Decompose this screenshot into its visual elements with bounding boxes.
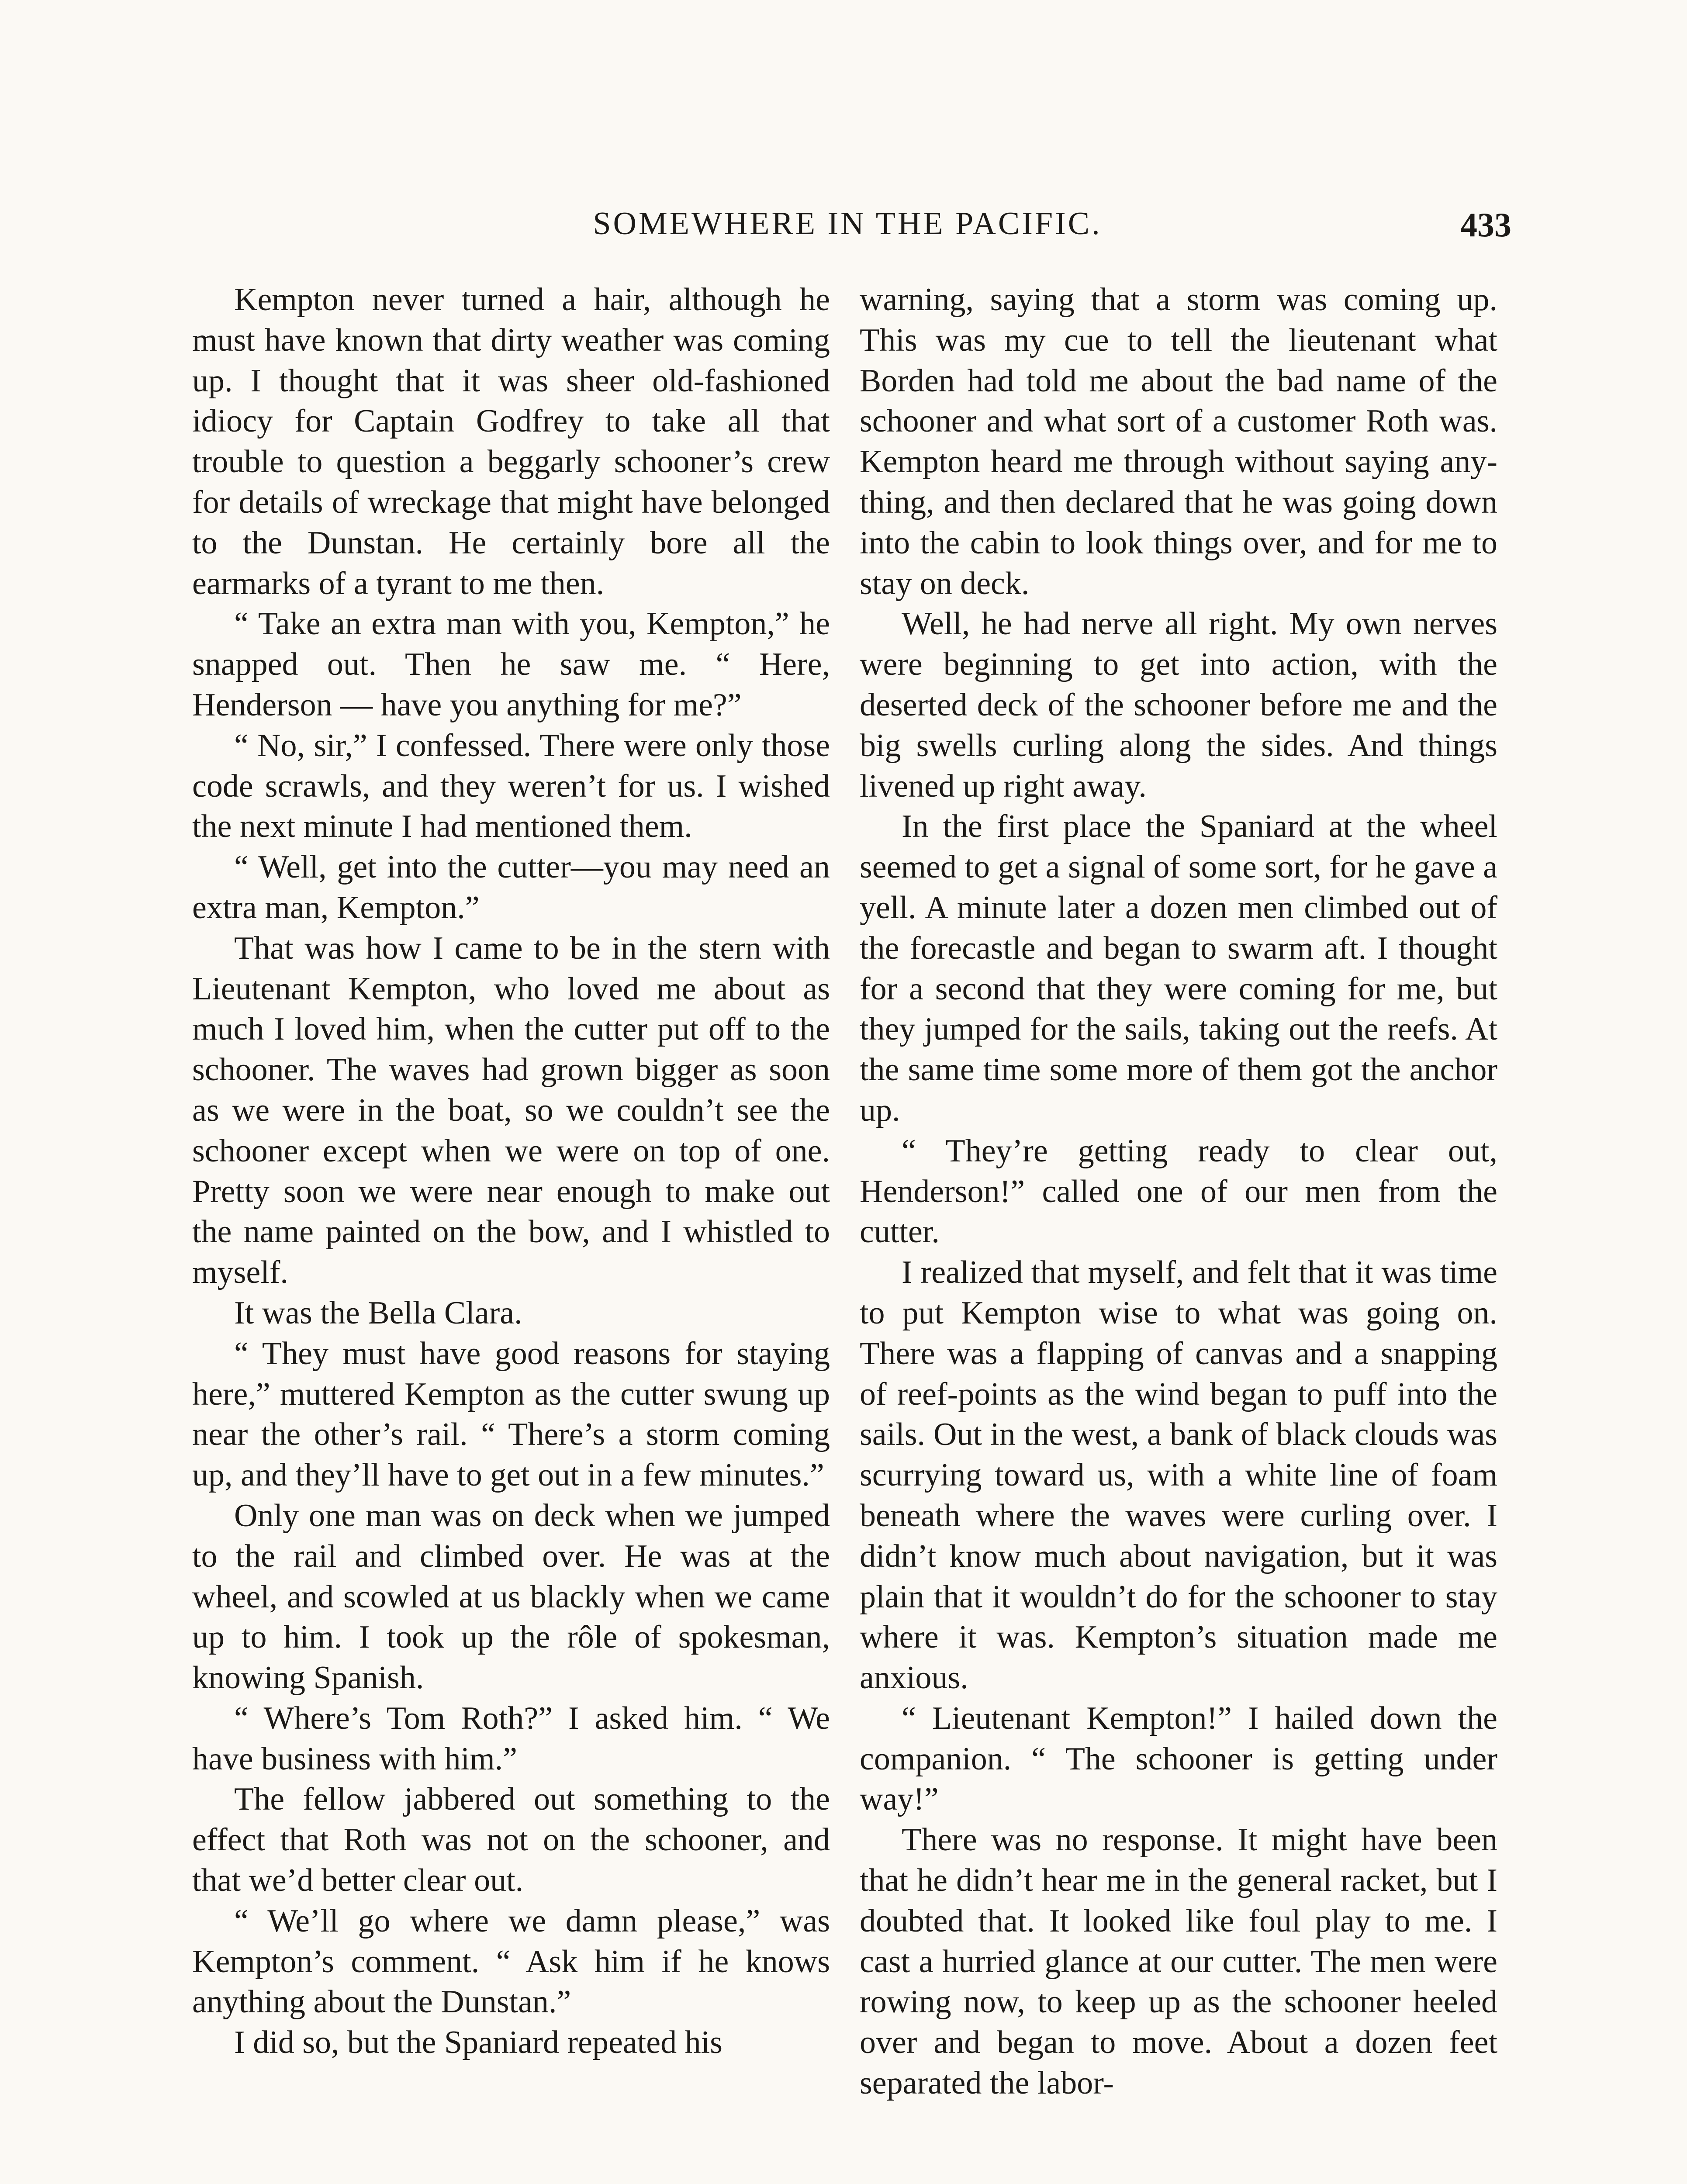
paragraph: “ Lieutenant Kempton!” I hailed down the companion. “ The schooner is getting under way!” [860,1700,1497,1818]
left-text-column [192,280,830,2063]
paragraph: That was how I came to be in the stern with Lieutenant Kempton, who loved me about as much I loved him, when the cutter put off to the schooner. The waves had grown bigger as soon as we were in the boat, so we couldn’t see the schooner except when we were on top of one. Pretty soon we were near enough to make out the name painted on the bow, and I whistled to myself. [192,930,830,1291]
page-number: 433 [1460,206,1511,244]
paragraph: “ Well, get into the cutter—you may need an extra man, Kempton.” [192,849,830,926]
paragraph: “ Take an extra man with you, Kempton,” he snapped out. Then he saw me. “ Here, Henderson — have you anything for me?” [192,606,830,723]
continued-paragraph: warning, saying that a storm was coming up. This was my cue to tell the lieutenant what Borden had told me about the bad name of the schooner and what sort of a customer Roth was. Kempton heard me through without saying anything, and then declared that he was going down into the cabin to look things over, and for me to stay on deck. [860,282,1497,601]
paragraph: “ Where’s Tom Roth?” I asked him. “ We have business with him.” [192,1700,830,1777]
paragraph: Only one man was on deck when we jumped to the rail and climbed over. He was at the wheel, and scowled at us blackly when we came up to him. I took up the rôle of spokesman, knowing Spanish. [192,1497,830,1696]
paragraph: “ They must have good reasons for staying here,” muttered Kempton as the cutter swung up near the other’s rail. “ There’s a storm coming up, and they’ll have to get out in a few minutes.” [192,1335,830,1493]
running-head: SOMEWHERE IN THE PACIFIC. [593,206,1102,242]
paragraph: Well, he had nerve all right. My own nerves were beginning to get into action, with the deserted deck of the schooner before me and the big swells curling along the sides. And things livened up right away. [860,606,1497,804]
paragraph: The fellow jabbered out something to the effect that Roth was not on the schooner, and that we’d better clear out. [192,1781,830,1899]
paragraph: It was the Bella Clara. [234,1295,522,1331]
paragraph: “ We’ll go where we damn please,” was Kempton’s comment. “ Ask him if he knows anything about the Dunstan.” [192,1903,830,2020]
paragraph: Kempton never turned a hair, although he must have known that dirty weather was coming up. I thought that it was sheer old-fashioned idiocy for Captain Godfrey to take all that trouble to question a beggarly schooner’s crew for details of wreckage that might have belonged to the Dunstan. He certainly bore all the earmarks of a tyrant to me then. [192,282,830,601]
paragraph: There was no response. It might have been that he didn’t hear me in the general racket, but I doubted that. It looked like foul play to me. I cast a hurried glance at our cutter. The men were rowing now, to keep up as the schooner heeled over and began to move. About a dozen feet separated the labor- [860,1822,1497,2101]
paragraph: “ They’re getting ready to clear out, Henderson!” called one of our men from the cutter. [860,1133,1497,1250]
paragraph: In the first place the Spaniard at the wheel seemed to get a signal of some sort, for he gave a yell. A minute later a dozen men climbed out of the forecastle and began to swarm aft. I thought for a second that they were coming for me, but they jumped for the sails, taking out the reefs. At the same time some more of them got the anchor up. [860,809,1497,1128]
paragraph: I did so, but the Spaniard repeated his [234,2025,723,2061]
paragraph: I realized that myself, and felt that it was time to put Kempton wise to what was going on. There was a flapping of canvas and a snapping of reef-points as the wind began to puff into the sails. Out in the west, a bank of black clouds was scurrying toward us, with a white line of foam beneath where the waves were curling over. I didn’t know much about navigation, but it was plain that it wouldn’t do for the schooner to stay where it was. Kempton’s situation made me anxious. [860,1254,1497,1696]
page-header [183,205,1511,245]
right-text-column [860,280,1497,2104]
paragraph: “ No, sir,” I confessed. There were only those code scrawls, and they weren’t for us. I wished the next minute I had mentioned them. [192,727,830,845]
